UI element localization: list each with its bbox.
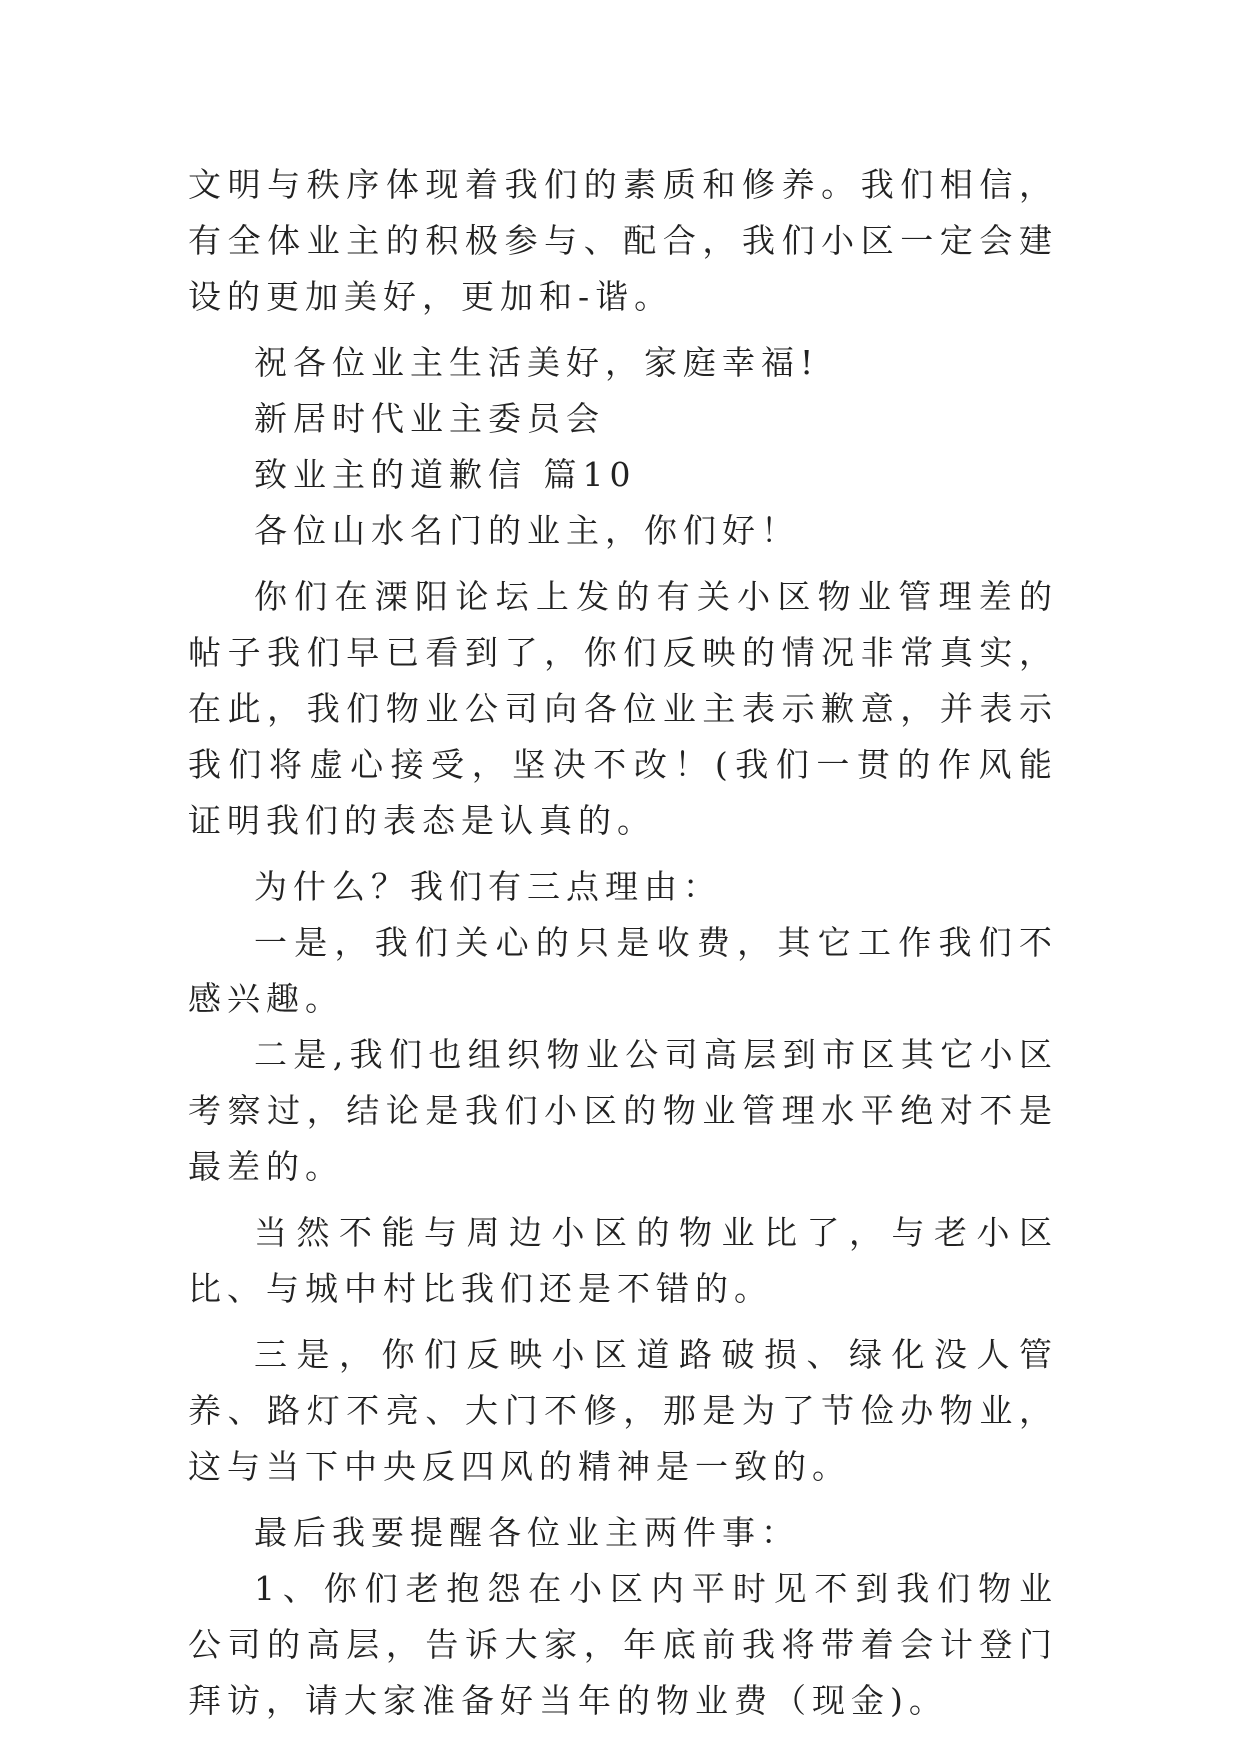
paragraph-reasons-intro: 为什么？我们有三点理由：: [254, 867, 722, 906]
paragraph-closing-statement: 文明与秩序体现着我们的素质和修养。我们相信，有全体业主的积极参与、配合，我们小区一定会建设的更加美好，更加和-谐。: [188, 165, 1058, 316]
paragraph-reason-one: 一是，我们关心的只是收费，其它工作我们不感兴趣。: [188, 923, 1058, 1018]
section-heading: 致业主的道歉信 篇10: [254, 455, 637, 494]
document-body: [188, 157, 1058, 1729]
paragraph-signature: 新居时代业主委员会: [254, 399, 605, 438]
paragraph-reminder-intro: 最后我要提醒各位业主两件事：: [254, 1513, 800, 1552]
paragraph-reason-two: 二是,我们也组织物业公司高层到市区其它小区考察过，结论是我们小区的物业管理水平绝对不是最差的。: [188, 1035, 1058, 1186]
paragraph-salutation: 各位山水名门的业主，你们好！: [254, 511, 800, 550]
paragraph-wishes: 祝各位业主生活美好，家庭幸福!: [254, 343, 820, 382]
paragraph-reason-three: 三是，你们反映小区道路破损、绿化没人管养、路灯不亮、大门不修，那是为了节俭办物业，这与当下中央反四风的精神是一致的。: [188, 1335, 1058, 1486]
paragraph-reminder-one: 1、你们老抱怨在小区内平时见不到我们物业公司的高层，告诉大家，年底前我将带着会计登门拜访，请大家准备好当年的物业费（现金)。: [188, 1569, 1058, 1720]
paragraph-apology: 你们在溧阳论坛上发的有关小区物业管理差的帖子我们早已看到了，你们反映的情况非常真实，在此，我们物业公司向各位业主表示歉意，并表示我们将虚心接受，坚决不改！(我们一贯的作风能证明我们的表态是认真的。: [188, 577, 1058, 840]
paragraph-comparison: 当然不能与周边小区的物业比了，与老小区比、与城中村比我们还是不错的。: [188, 1213, 1058, 1308]
